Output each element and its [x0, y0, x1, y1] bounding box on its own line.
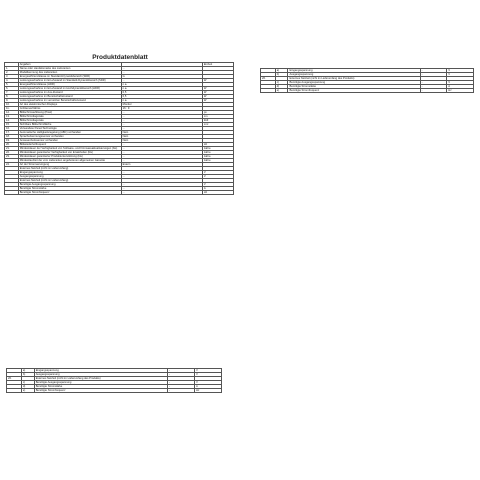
row-value: ... — [121, 159, 202, 163]
row-number: 1. — [5, 67, 19, 71]
row-label: Benötigte Ausgangsspannung — [18, 183, 121, 187]
row-number: 12. — [5, 111, 19, 115]
row-unit: Jahre — [202, 147, 233, 151]
row-value: - — [420, 85, 447, 89]
row-value: Nein — [121, 135, 202, 139]
row-value: n.a. — [121, 99, 202, 103]
row-label: Leistungsaufnahme im Aus-Zustand — [18, 91, 121, 95]
row-label: Eingangsspannung — [288, 69, 420, 73]
row-number: 3. — [5, 75, 19, 79]
row-symbol: d) — [275, 85, 288, 89]
row-value: ... — [121, 187, 202, 191]
row-value: 0,5 — [121, 91, 202, 95]
row-value: ... — [121, 67, 202, 71]
row-unit: px — [202, 111, 233, 115]
row-value: ... — [121, 71, 202, 75]
row-unit: V — [202, 171, 233, 175]
row-unit: W — [202, 95, 233, 99]
row-number: 10. — [5, 103, 19, 107]
row-label: Modellkennung des Lieferanten — [18, 71, 121, 75]
row-value: Nein — [121, 139, 202, 143]
row-unit: A — [447, 85, 474, 89]
table-row — [7, 389, 222, 393]
row-number: 23. — [5, 155, 19, 159]
row-symbol: a) — [21, 369, 34, 373]
row-label: Spracherkennungssensor vorhanden — [18, 135, 121, 139]
row-label: Anwesenheitssensor vorhanden — [18, 139, 121, 143]
row-label: Mindestlaufzeit der vom Lieferanten angebotenen allgemeinen Garantie — [18, 159, 121, 163]
row-unit: V — [202, 183, 233, 187]
row-label: Benötigte Stromstärke — [18, 187, 121, 191]
row-symbol: e) — [275, 89, 288, 93]
row-value: G — [121, 75, 202, 79]
row-unit: W — [202, 99, 233, 103]
row-unit: V — [195, 369, 222, 373]
row-number: 22. — [5, 151, 19, 155]
row-number: 4. — [5, 79, 19, 83]
row-number: 11. — [5, 107, 19, 111]
row-unit: cm — [202, 115, 233, 119]
row-label: Ausgangsspannung — [18, 175, 121, 179]
row-label: Bildschirmauflösung (Pixel) — [18, 111, 121, 115]
row-label: Bildschirmdiagonale — [18, 115, 121, 119]
row-value: - — [420, 69, 447, 73]
row-number: 26. — [7, 377, 22, 381]
row-number: 7. — [5, 91, 19, 95]
row-label: Bildwiederholfrequenz — [18, 143, 121, 147]
row-symbol: a) — [275, 69, 288, 73]
row-number: 8. — [5, 95, 19, 99]
row-symbol: c) — [21, 381, 34, 385]
row-number: 14. — [5, 119, 19, 123]
row-value: - — [168, 385, 195, 389]
row-number — [5, 191, 19, 195]
column-header: Angaben — [18, 63, 121, 67]
row-value: - — [168, 381, 195, 385]
page-title: Produktdatenblatt — [92, 54, 148, 61]
row-label: Externes Netzteil (nicht im Lieferumfang des Produkts) — [34, 377, 167, 381]
row-value: - — [420, 73, 447, 77]
row-value: - — [168, 389, 195, 393]
row-symbol: b) — [275, 73, 288, 77]
row-symbol: c) — [275, 81, 288, 85]
row-unit: V — [447, 69, 474, 73]
row-value: 16 : 9 — [121, 107, 202, 111]
row-value: ... — [121, 111, 202, 115]
row-unit: Hz — [447, 89, 474, 93]
row-symbol: e) — [21, 389, 34, 393]
row-unit: V — [195, 373, 222, 377]
row-value: ... — [121, 115, 202, 119]
row-label: Name oder Handelsmarke des Lieferanten — [18, 67, 121, 71]
column-header: Einheit — [202, 63, 233, 67]
row-number: 5. — [5, 83, 19, 87]
row-value: ... — [121, 127, 202, 131]
row-label: Leistungsaufnahme im Ein-Zustand im Standard-Dynamikbereich (SDR) — [18, 79, 121, 83]
row-label: Verwendete Panel-Technologie — [18, 127, 121, 131]
row-unit: V — [202, 175, 233, 179]
row-number — [7, 389, 22, 393]
row-symbol: d) — [21, 385, 34, 389]
row-number: 9. — [5, 99, 19, 103]
row-label: Externes Netzteil (nicht im Lieferumfang) — [18, 167, 121, 171]
row-value: ... — [121, 183, 202, 187]
row-unit: Hz — [195, 389, 222, 393]
row-number: 15. — [5, 123, 19, 127]
row-label: Leistungsaufnahme im Bereitschaftszustand — [18, 95, 121, 99]
row-value: Extern — [121, 163, 202, 167]
row-unit: Hz — [202, 191, 233, 195]
row-label: Leistungsaufnahme im Ein-Zustand im Hochdynamikbereich (HDR) — [18, 87, 121, 91]
row-unit: A — [195, 385, 222, 389]
row-label: Benötigte Stromfrequenz — [34, 389, 167, 393]
row-unit: Jahre — [202, 151, 233, 155]
row-number: 26. — [261, 77, 276, 81]
row-label: Ausgangsspannung — [34, 373, 167, 377]
row-number: 17. — [5, 131, 19, 135]
row-number: 19. — [5, 139, 19, 143]
row-unit: A — [202, 187, 233, 191]
row-value: n.a. — [121, 87, 202, 91]
row-number: 18. — [5, 135, 19, 139]
row-label: Art der Stromversorgung — [18, 163, 121, 167]
row-label: Benötigte Stromstärke — [34, 385, 167, 389]
row-number: 20. — [5, 143, 19, 147]
row-value: - — [168, 373, 195, 377]
row-value: - — [168, 369, 195, 373]
row-value: ... — [121, 143, 202, 147]
row-unit: V — [447, 73, 474, 77]
row-unit: W — [202, 91, 233, 95]
row-label: Eingangsspannung — [18, 171, 121, 175]
row-number: 21. — [5, 147, 19, 151]
row-unit: V — [195, 381, 222, 385]
row-value: Nein — [121, 131, 202, 135]
row-unit: V — [447, 81, 474, 85]
row-unit: Hz — [202, 143, 233, 147]
row-number: 13. — [5, 115, 19, 119]
row-label: Ausgangsspannung — [288, 73, 420, 77]
row-value: - — [420, 81, 447, 85]
row-number: 6. — [5, 87, 19, 91]
table-row — [5, 191, 234, 195]
row-label: Eingangsspannung — [34, 369, 167, 373]
row-label: Bildschirmdiagonale — [18, 119, 121, 123]
row-label: Energieeffizienzklasse im Standard-Dynamikbereich (SDR) — [18, 75, 121, 79]
row-value: ... — [121, 119, 202, 123]
row-label: Externes Netzteil (nicht im Lieferumfang des Produkts) — [288, 77, 420, 81]
row-label: Mindestdauer der Verfügbarkeit von Software- und Firmwareaktualisierungen (bis) — [18, 147, 121, 151]
row-label: Größenverhältnis — [18, 107, 121, 111]
row-number — [261, 89, 276, 93]
row-value: ... — [121, 151, 202, 155]
row-value: ... — [121, 175, 202, 179]
row-label: Benötigte Stromfrequenz — [18, 191, 121, 195]
row-value: ... — [121, 147, 202, 151]
row-value: - — [420, 89, 447, 93]
row-label: Mindestdauer garantierter Produktunterstützung (bis) — [18, 155, 121, 159]
row-number: 24. — [5, 163, 19, 167]
row-label: Externes Netzteil (nicht im Lieferumfang) — [18, 179, 121, 183]
row-label: Energieeffizienzklasse (HDR) — [18, 83, 121, 87]
power-supply-table-right — [260, 68, 474, 93]
row-value: ... — [121, 171, 202, 175]
row-label: Benötigte Stromfrequenz — [288, 89, 420, 93]
row-unit: cm² — [202, 123, 233, 127]
product-data-table — [4, 62, 234, 195]
row-unit: W — [202, 79, 233, 83]
row-label: Sichtbare Bildschirmfläche — [18, 123, 121, 127]
row-unit: Jahre — [202, 155, 233, 159]
row-label: Mindestdauer garantierter Verfügbarkeit von Ersatzteilen (bis) — [18, 151, 121, 155]
row-value: ... — [121, 191, 202, 195]
row-value: Monitor — [121, 103, 202, 107]
row-label: Art des elektronischen Displays — [18, 103, 121, 107]
row-label: Benötigte Ausgangsspannung — [288, 81, 420, 85]
row-unit: W — [202, 87, 233, 91]
row-label: Automatische Helligkeitsregelung (ABC) vorhanden — [18, 131, 121, 135]
row-value: ... — [121, 123, 202, 127]
row-unit: Jahre — [202, 159, 233, 163]
table-row — [261, 89, 474, 93]
row-value: ... — [121, 155, 202, 159]
row-number: 16. — [5, 127, 19, 131]
row-label: Benötigte Ausgangsspannung — [34, 381, 167, 385]
row-value: 0,5 — [121, 95, 202, 99]
row-symbol: b) — [21, 373, 34, 377]
row-number: 2. — [5, 71, 19, 75]
row-unit: Zoll — [202, 119, 233, 123]
row-value: ... — [121, 79, 202, 83]
row-label: Leistungsaufnahme im vernetzten Bereitschaftszustand — [18, 99, 121, 103]
row-label: Benötigte Stromstärke — [288, 85, 420, 89]
power-supply-table-bottom — [6, 368, 222, 393]
row-value: n.a. — [121, 83, 202, 87]
